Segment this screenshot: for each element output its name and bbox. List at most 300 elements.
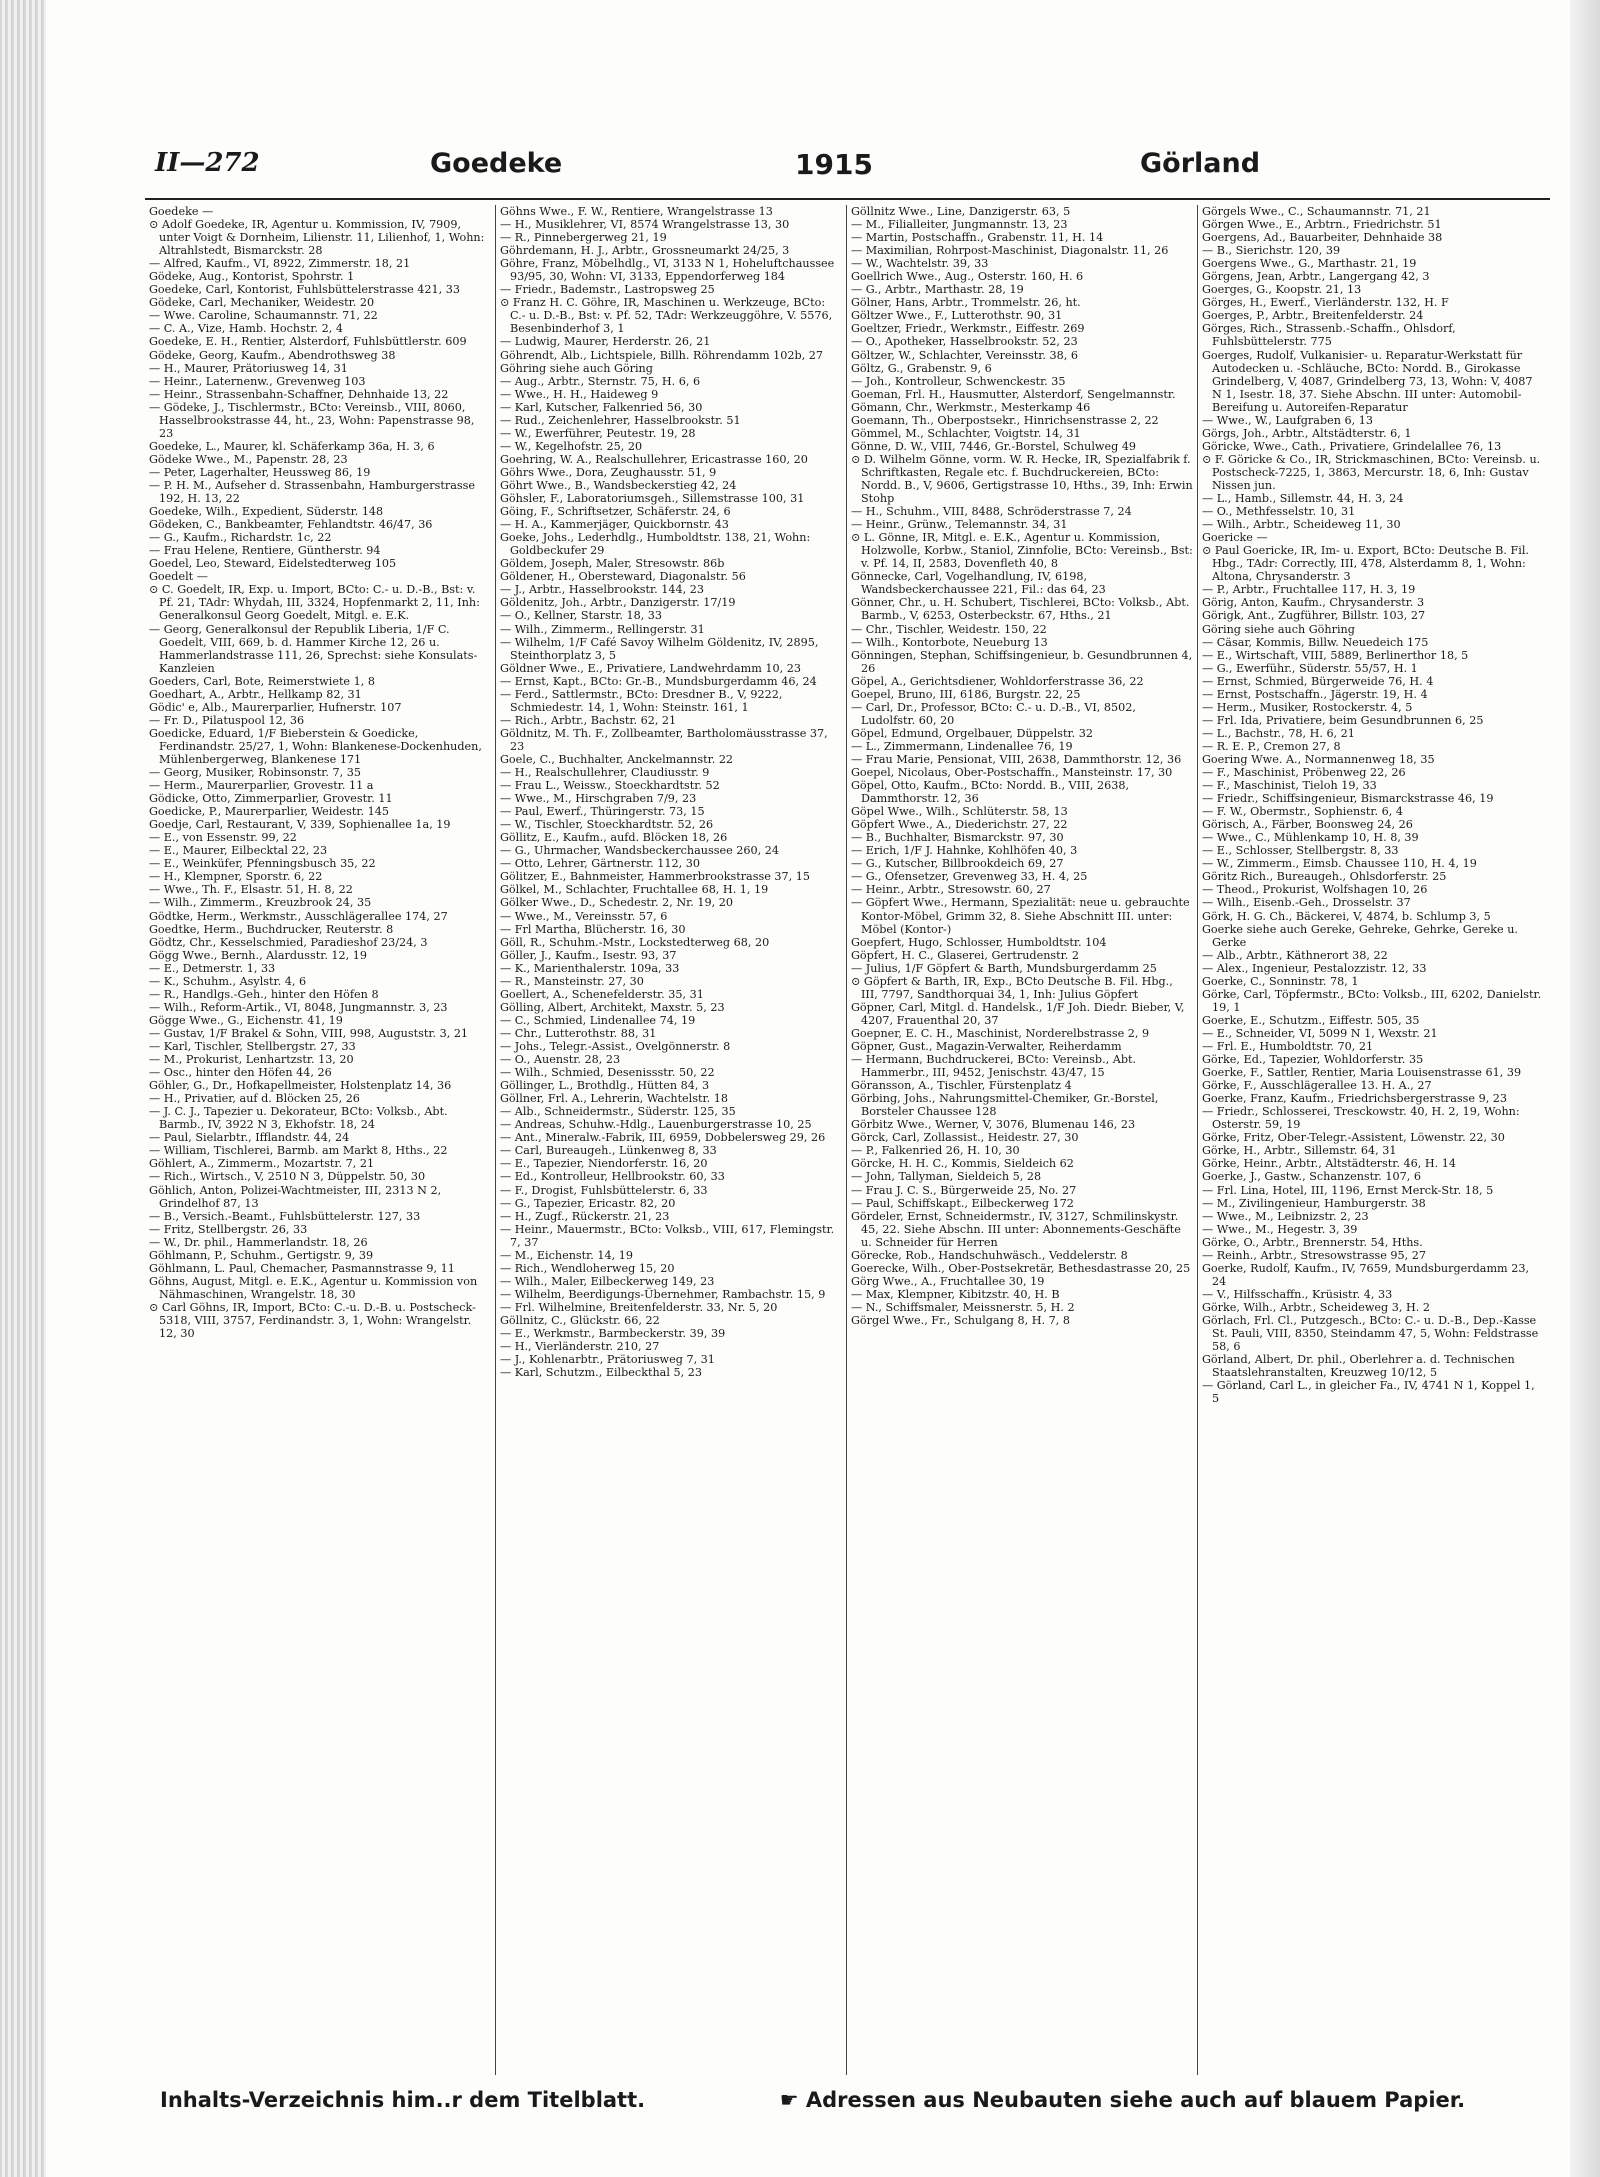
directory-entry: — Cäsar, Kommis, Billw. Neuedeich 175	[1202, 635, 1429, 649]
directory-entry: — Frl Martha, Blücherstr. 16, 30	[500, 922, 686, 936]
directory-entry: Görg Wwe., A., Fruchtallee 30, 19	[851, 1274, 1045, 1288]
directory-entry: — L., Zimmermann, Lindenallee 76, 19	[851, 739, 1073, 753]
directory-entry: — R., Handlgs.-Geh., hinter den Höfen 8	[149, 987, 379, 1001]
directory-entry: Görke, Carl, Töpfermstr., BCto: Volksb., III, 6202, Danielstr. 19, 1	[1202, 987, 1542, 1014]
directory-entry: — Heinr., Mauermstr., BCto: Volksb., VIII, 617, Flemingstr. 7, 37	[500, 1222, 835, 1249]
directory-entry: Göldem, Joseph, Maler, Stresowstr. 86b	[500, 557, 725, 571]
directory-entry: Goergens, Ad., Bauarbeiter, Dehnhaide 38	[1202, 231, 1443, 245]
directory-entry: Göhrdemann, H. J., Arbtr., Grossneumarkt 24/25, 3	[500, 244, 790, 258]
directory-entry: Görisch, A., Färber, Boonsweg 24, 26	[1202, 818, 1413, 832]
directory-entry: — M., Zivilingenieur, Hamburgerstr. 38	[1202, 1196, 1426, 1210]
directory-entry: — Herm., Maurerparlier, Grovestr. 11 a	[149, 779, 374, 793]
directory-entry: — E., Werkmstr., Barmbeckerstr. 39, 39	[500, 1327, 726, 1341]
directory-entry: — Wwe., M., Vereinsstr. 57, 6	[500, 909, 668, 923]
directory-entry: — H., Vierländerstr. 210, 27	[500, 1340, 660, 1354]
directory-entry: — G., Ewerführ., Süderstr. 55/57, H. 1	[1202, 661, 1418, 675]
directory-entry: Gölker Wwe., D., Schedestr. 2, Nr. 19, 20	[500, 896, 733, 910]
directory-entry: Goeders, Carl, Bote, Reimerstwiete 1, 8	[149, 674, 375, 688]
directory-entry: Gögg Wwe., Bernh., Alardusstr. 12, 19	[149, 948, 368, 962]
directory-entry: Goedeke, E. H., Rentier, Alsterdorf, Fuhlsbüttlerstr. 609	[149, 335, 467, 349]
directory-entry: — Wilh., Zimmerm., Rellingerstr. 31	[500, 622, 705, 636]
directory-entry: Göllner, Frl. A., Lehrerin, Wachtelstr. 18	[500, 1092, 728, 1106]
directory-entry: Göring siehe auch Göhring	[1202, 622, 1355, 636]
directory-entry: Görbing, Johs., Nahrungsmittel-Chemiker, Gr.-Borstel, Borsteler Chaussee 128	[851, 1092, 1159, 1119]
directory-entry: — P., Arbtr., Fruchtallee 117, H. 3, 19	[1202, 583, 1416, 597]
directory-entry: — Herm., Musiker, Rostockerstr. 4, 5	[1202, 700, 1413, 714]
directory-entry: Gölner, Hans, Arbtr., Trommelstr. 26, ht.	[851, 296, 1081, 310]
directory-entry: Göpel, A., Gerichtsdiener, Wohldorferstrasse 36, 22	[851, 674, 1144, 688]
directory-entry: — Johs., Telegr.-Assist., Ovelgönnerstr. 8	[500, 1040, 731, 1053]
directory-entry: — Wwe., M., Leibnizstr. 2, 23	[1202, 1209, 1369, 1223]
directory-entry: Görke, Wilh., Arbtr., Scheideweg 3, H. 2	[1202, 1300, 1430, 1314]
directory-entry: Goedicke, Eduard, 1/F Bieberstein & Goedicke, Ferdinandstr. 25/27, 1, Wohn: Blankenese-Dockenhuden, Mühlenbergerweg, Blankenese 171	[149, 726, 482, 766]
directory-entry: ⊙ L. Gönne, IR, Mitgl. e. E.K., Agentur u. Kommission, Holzwolle, Korbw., Staniol, Zinnfolie, BCto: Vereinsb., Bst: v. Pf. 14, II, 2583, Dovenfleth 40, 8	[851, 531, 1193, 571]
header-rule	[145, 198, 1550, 200]
directory-entry: — Wilh., Zimmerm., Kreuzbrook 24, 35	[149, 896, 372, 910]
directory-entry: Göllnitz Wwe., Line, Danzigerstr. 63, 5	[851, 205, 1071, 218]
directory-entry: Goerke, F., Sattler, Rentier, Maria Louisenstrasse 61, 39	[1202, 1066, 1522, 1080]
directory-entry: ⊙ F. Göricke & Co., IR, Strickmaschinen, BCto: Vereinsb. u. Postscheck-7225, 1, 3863, Mercurstr. 18, 6, Inh: Gustav Nissen jun.	[1202, 452, 1541, 492]
directory-entry: — Rich., Wendloherweg 15, 20	[500, 1261, 675, 1275]
directory-entry: Göllnitz, C., Glückstr. 66, 22	[500, 1313, 660, 1327]
directory-entry: Görbitz Wwe., Werner, V, 3076, Blumenau 146, 23	[851, 1118, 1136, 1132]
directory-entry: — Otto, Lehrer, Gärtnerstr. 112, 30	[500, 857, 701, 871]
directory-entry: Goele, C., Buchhalter, Anckelmannstr. 22	[500, 752, 734, 766]
page-footer	[160, 2088, 1560, 2112]
directory-entry: ⊙ Adolf Goedeke, IR, Agentur u. Kommission, IV, 7909, unter Voigt & Dornheim, Lilienstr. 11, Lilienhof, 1, Wohn: Altrahlstedt, Bismarckstr. 28	[149, 218, 485, 258]
directory-entry: Gögge Wwe., G., Eichenstr. 41, 19	[149, 1013, 343, 1027]
directory-entry: Görck, Carl, Zollassist., Heidestr. 27, 30	[851, 1131, 1079, 1145]
directory-entry: — E., Weinküfer, Pfenningsbusch 35, 22	[149, 857, 376, 871]
directory-entry: Gölkel, M., Schlachter, Fruchtallee 68, H. 1, 19	[500, 883, 769, 897]
directory-entry: — J. C. J., Tapezier u. Dekorateur, BCto: Volksb., Abt. Barmb., IV, 3922 N 3, Ekhofstr. 18, 24	[149, 1105, 448, 1132]
directory-entry: Göpfert, H. C., Glaserei, Gertrudenstr. 2	[851, 948, 1079, 962]
directory-entry: — Ernst, Postschaffn., Jägerstr. 19, H. 4	[1202, 687, 1428, 701]
directory-entry: Goehring, W. A., Realschullehrer, Ericastrasse 160, 20	[500, 452, 808, 466]
directory-entry: Göpel, Edmund, Orgelbauer, Düppelstr. 32	[851, 726, 1093, 740]
directory-entry: Göltzer, W., Schlachter, Vereinsstr. 38, 6	[851, 348, 1078, 362]
directory-entry: Goedhart, A., Arbtr., Hellkamp 82, 31	[149, 687, 362, 701]
directory-entry: — F., Maschinist, Pröbenweg 22, 26	[1202, 766, 1406, 780]
directory-entry: Goeke, Johs., Lederhdlg., Humboldtstr. 138, 21, Wohn: Goldbeckufer 29	[500, 531, 811, 558]
directory-entry: Görk, H. G. Ch., Bäckerei, V, 4874, b. Schlump 3, 5	[1202, 909, 1491, 923]
directory-entry: Goerke, E., Schutzm., Eiffestr. 505, 35	[1202, 1013, 1420, 1027]
directory-entry: — H., Musiklehrer, VI, 8574 Wrangelstrasse 13, 30	[500, 218, 790, 232]
directory-entry: — Paul, Schiffskapt., Eilbeckerweg 172	[851, 1196, 1074, 1210]
directory-entry: Görgens, Jean, Arbtr., Langergang 42, 3	[1202, 270, 1430, 284]
directory-entry: — G., Uhrmacher, Wandsbeckerchaussee 260, 24	[500, 844, 779, 858]
directory-entry: Göldnitz, M. Th. F., Zollbeamter, Bartholomäusstrasse 37, 23	[500, 726, 828, 753]
directory-entry: — W., Kegelhofstr. 25, 20	[500, 439, 643, 453]
directory-entry: — Frl. Lina, Hotel, III, 1196, Ernst Merck-Str. 18, 5	[1202, 1183, 1494, 1197]
directory-entry: — H., Realschullehrer, Claudiusstr. 9	[500, 766, 710, 780]
directory-entry: Görke, F., Ausschlägerallee 13. H. A., 27	[1202, 1079, 1432, 1093]
column-2	[496, 205, 847, 2075]
directory-entry: — Ferd., Sattlermstr., BCto: Dresdner B., V, 9222, Schmiedestr. 14, 1, Wohn: Steinstr. 161, 1	[500, 687, 783, 714]
directory-entry: — Frau Marie, Pensionat, VIII, 2638, Dammthorstr. 12, 36	[851, 752, 1182, 766]
directory-entry: — Friedr., Schiffsingenieur, Bismarckstrasse 46, 19	[1202, 792, 1494, 806]
directory-entry: — Frl. Ida, Privatiere, beim Gesundbrunnen 6, 25	[1202, 713, 1484, 727]
book-edge-right	[1570, 0, 1600, 2177]
directory-entry: Görke, Fritz, Ober-Telegr.-Assistent, Löwenstr. 22, 30	[1202, 1131, 1505, 1145]
directory-entry: Gödeke, Carl, Mechaniker, Weidestr. 20	[149, 296, 375, 310]
directory-entry: — H., Zugf., Rückerstr. 21, 23	[500, 1209, 670, 1223]
directory-entry: Gödeken, C., Bankbeamter, Fehlandtstr. 46/47, 36	[149, 518, 433, 532]
page-number: II—272	[155, 148, 260, 178]
directory-entry: — Carl, Bureaugeh., Lünkenweg 8, 33	[500, 1144, 717, 1158]
directory-entry: Göll, R., Schuhm.-Mstr., Lockstedterweg 68, 20	[500, 935, 770, 949]
directory-entry: — Wilh., Eisenb.-Geh., Drosselstr. 37	[1202, 896, 1411, 910]
directory-entry: — M., Filialleiter, Jungmannstr. 13, 23	[851, 218, 1068, 232]
directory-entry: Görgels Wwe., C., Schaumannstr. 71, 21	[1202, 205, 1431, 218]
directory-entry: ⊙ C. Goedelt, IR, Exp. u. Import, BCto: C.- u. D.-B., Bst: v. Pf. 21, TAdr: Whydah, III, 3324, Hopfenmarkt 2, 11, Inh: Generalkonsul Georg Goedelt, Mitgl. e. E.K.	[149, 583, 480, 623]
directory-entry: — Gustav, 1/F Brakel & Sohn, VIII, 998, Auguststr. 3, 21	[149, 1026, 469, 1040]
directory-entry: — Wilh., Maler, Eilbeckerweg 149, 23	[500, 1274, 715, 1288]
directory-entry: — Wwe., C., Mühlenkamp 10, H. 8, 39	[1202, 831, 1419, 845]
directory-entry: Görlach, Frl. Cl., Putzgesch., BCto: C.- u. D.-B., Dep.-Kasse St. Pauli, VIII, 8350, Steindamm 47, 5, Wohn: Feldstrasse 58, 6	[1202, 1313, 1539, 1354]
directory-entry: Göhns Wwe., F. W., Rentiere, Wrangelstrasse 13	[500, 205, 773, 218]
directory-entry: Görke, Heinr., Arbtr., Altstädterstr. 46, H. 14	[1202, 1157, 1456, 1171]
directory-entry: Gödtke, Herm., Werkmstr., Ausschlägerallee 174, 27	[149, 909, 448, 923]
directory-entry: — Wwe., M., Hirschgraben 7/9, 23	[500, 792, 697, 806]
directory-entry: — E., Tapezier, Niendorferstr. 16, 20	[500, 1157, 708, 1171]
directory-entry: — E., Schlosser, Stellbergstr. 8, 33	[1202, 844, 1399, 858]
directory-entry: — Gödeke, J., Tischlermstr., BCto: Vereinsb., VIII, 8060, Hasselbrookstrasse 44, ht., 23, Wohn: Papenstrasse 98, 23	[149, 400, 475, 440]
directory-entry: Goedeke, Wilh., Expedient, Süderstr. 148	[149, 505, 384, 519]
directory-entry: — F. W., Obermstr., Sophienstr. 6, 4	[1202, 805, 1404, 819]
directory-entry: Göhlmann, P., Schuhm., Gertigstr. 9, 39	[149, 1248, 374, 1262]
directory-entry: Goerke siehe auch Gereke, Gehreke, Gehrke, Gereke u. Gerke	[1202, 922, 1518, 949]
directory-entry: — Ernst, Schmied, Bürgerweide 76, H. 4	[1202, 674, 1434, 688]
directory-entry: Görland, Albert, Dr. phil., Oberlehrer a. d. Technischen Staatslehranstalten, Kreuzweg 10/12, 5	[1202, 1353, 1515, 1380]
directory-entry: Görges, H., Ewerf., Vierländerstr. 132, H. F	[1202, 296, 1449, 310]
directory-entry: Goerges, P., Arbtr., Breitenfelderstr. 24	[1202, 309, 1424, 323]
directory-entry: Goericke —	[1202, 531, 1268, 545]
directory-entry: Goepner, E. C. H., Maschinist, Norderelbstrasse 2, 9	[851, 1026, 1150, 1040]
directory-entry: — Rich., Wirtsch., V, 2510 N 3, Düppelstr. 50, 30	[149, 1170, 426, 1184]
directory-entry: Goellert, A., Schenefelderstr. 35, 31	[500, 987, 704, 1001]
directory-entry: Göhlert, A., Zimmerm., Mozartstr. 7, 21	[149, 1157, 375, 1171]
directory-entry: Gödeke Wwe., M., Papenstr. 28, 23	[149, 452, 348, 466]
directory-entry: — B., Sierichstr. 120, 39	[1202, 244, 1341, 258]
directory-entry: — O., Auenstr. 28, 23	[500, 1053, 621, 1067]
directory-entry: — Ernst, Kapt., BCto: Gr.-B., Mundsburgerdamm 46, 24	[500, 674, 817, 688]
directory-entry: Gölling, Albert, Architekt, Maxstr. 5, 23	[500, 1000, 725, 1014]
directory-entry: Görcke, H. H. C., Kommis, Sieldeich 62	[851, 1157, 1074, 1171]
column-4	[1198, 205, 1549, 2075]
directory-entry: — B., Versich.-Beamt., Fuhlsbüttelerstr. 127, 33	[149, 1209, 421, 1223]
directory-entry: — Ed., Kontrolleur, Hellbrookstr. 60, 33	[500, 1170, 725, 1184]
directory-entry: Goerecke, Wilh., Ober-Postsekretär, Bethesdastrasse 20, 25	[851, 1261, 1191, 1275]
directory-entry: — Friedr., Bademstr., Lastropsweg 25	[500, 283, 715, 297]
directory-entry: — Carl, Dr., Professor, BCto: C.- u. D.-B., VI, 8502, Ludolfstr. 60, 20	[851, 700, 1136, 727]
directory-entry: Göhring siehe auch Göring	[500, 361, 653, 375]
directory-entry: — J., Kohlenarbtr., Prätoriusweg 7, 31	[500, 1353, 715, 1367]
directory-entry: — Alex., Ingenieur, Pestalozzistr. 12, 33	[1202, 961, 1427, 975]
directory-entry: — Wwe., W., Laufgraben 6, 13	[1202, 413, 1373, 427]
directory-entry: Goeman, Frl. H., Hausmutter, Alsterdorf, Sengelmannstr.	[851, 387, 1176, 401]
directory-entry: — Andreas, Schuhw.-Hdlg., Lauenburgerstrasse 10, 25	[500, 1118, 812, 1132]
directory-entry: — Wilh., Reform-Artik., VI, 8048, Jungmannstr. 3, 23	[149, 1000, 448, 1014]
header-year: 1915	[795, 148, 873, 181]
directory-entry: Göller, J., Kaufm., Isestr. 93, 37	[500, 948, 677, 962]
directory-entry: — Wilh., Kontorbote, Neueburg 13	[851, 635, 1048, 649]
directory-entry: — Osc., hinter den Höfen 44, 26	[149, 1066, 332, 1080]
footer-left-note: Inhalts-Verzeichnis him..r dem Titelblatt.	[160, 2088, 646, 2112]
directory-entry: — R., Pinnebergerweg 21, 19	[500, 231, 667, 245]
directory-entry: Goering Wwe. A., Normannenweg 18, 35	[1202, 752, 1435, 766]
directory-page	[140, 60, 1555, 2110]
directory-entry: — Martin, Postschaffn., Grabenstr. 11, H. 14	[851, 231, 1104, 245]
directory-entry: — Heinr., Arbtr., Stresowstr. 60, 27	[851, 883, 1051, 897]
directory-entry: — Alb., Arbtr., Käthnerort 38, 22	[1202, 948, 1388, 962]
directory-entry: Görgen Wwe., E., Arbtrn., Friedrichstr. 51	[1202, 218, 1442, 232]
directory-entry: — Erich, 1/F J. Hahnke, Kohlhöfen 40, 3	[851, 844, 1078, 858]
directory-entry: — H. A., Kammerjäger, Quickbornstr. 43	[500, 518, 729, 532]
directory-entry: — W., Wachtelstr. 39, 33	[851, 257, 989, 271]
directory-entry: Goerges, Rudolf, Vulkanisier- u. Reparatur-Werkstatt für Autodecken u. -Schläuche, BCto: Nordd. B., Girokasse Grindelberg, V, 4087, Grindelberg 73, 13, Wohn: V, 4087 N 1, Isestr. 18, 37. Siehe Abschn. III unter: Automobil-Bereifung u. Autoreifen-Reparatur	[1202, 348, 1533, 414]
directory-entry: — Heinr., Grünw., Telemannstr. 34, 31	[851, 518, 1068, 532]
directory-entry: — Wwe., M., Hegestr. 3, 39	[1202, 1222, 1358, 1236]
directory-entry: ⊙ Franz H. C. Göhre, IR, Maschinen u. Werkzeuge, BCto: C.- u. D.-B., Bst: v. Pf. 52, TAdr: Werkzeuggöhre, V. 5576, Besenbinderhof 3, 1	[500, 296, 833, 336]
directory-entry: Göhre, Franz, Möbelhdlg., VI, 3133 N 1, Hoheluftchaussee 93/95, 30, Wohn: VI, 3133, Eppendorferweg 184	[500, 257, 835, 284]
directory-entry: Gömmel, M., Schlachter, Voigtstr. 14, 31	[851, 426, 1081, 440]
directory-entry: — G., Arbtr., Marthastr. 28, 19	[851, 283, 1024, 297]
directory-entry: — Wwe. Caroline, Schaumannstr. 71, 22	[149, 309, 378, 323]
directory-entry: Göransson, A., Tischler, Fürstenplatz 4	[851, 1079, 1072, 1093]
directory-entry: Gödeke, Aug., Kontorist, Spohrstr. 1	[149, 270, 355, 284]
directory-entry: — Max, Klempner, Kibitzstr. 40, H. B	[851, 1287, 1060, 1301]
directory-entry: Göpfert Wwe., A., Diederichstr. 27, 22	[851, 818, 1068, 832]
directory-entry: Goedel, Leo, Steward, Eidelstedterweg 105	[149, 557, 397, 571]
directory-entry: — Reinh., Arbtr., Stresowstrasse 95, 27	[1202, 1248, 1426, 1262]
directory-entry: Goellrich Wwe., Aug., Osterstr. 160, H. 6	[851, 270, 1084, 284]
directory-entry: Göpner, Gust., Magazin-Verwalter, Reiherdamm	[851, 1040, 1122, 1053]
directory-entry: — Göpfert Wwe., Hermann, Spezialität: neue u. gebrauchte Kontor-Möbel, Grimm 32, 8. Siehe Abschnitt III. unter: Möbel (Kontor-)	[851, 896, 1190, 936]
directory-entry: Goepel, Bruno, III, 6186, Burgstr. 22, 25	[851, 687, 1081, 701]
directory-entry: — John, Tallyman, Sieldeich 5, 28	[851, 1170, 1042, 1184]
directory-entry: — L., Bachstr., 78, H. 6, 21	[1202, 726, 1355, 740]
directory-entry: Göhlmann, L. Paul, Chemacher, Pasmannstrasse 9, 11	[149, 1261, 455, 1275]
directory-entry: Göpel Wwe., Wilh., Schlüterstr. 58, 13	[851, 805, 1068, 819]
directory-entry: Gödic' e, Alb., Maurerparlier, Hufnerstr. 107	[149, 700, 402, 714]
directory-entry: — B., Buchhalter, Bismarckstr. 97, 30	[851, 831, 1064, 845]
directory-entry: Göhler, G., Dr., Hofkapellmeister, Holstenplatz 14, 36	[149, 1079, 452, 1093]
directory-entry: — Julius, 1/F Göpfert & Barth, Mundsburgerdamm 25	[851, 961, 1157, 975]
directory-entry: Gödeke, Georg, Kaufm., Abendrothsweg 38	[149, 348, 396, 362]
directory-entry: — E., von Essenstr. 99, 22	[149, 831, 297, 845]
directory-entry: — Heinr., Laternenw., Grevenweg 103	[149, 374, 366, 388]
directory-entry: Göricke, Wwe., Cath., Privatiere, Grindelallee 76, 13	[1202, 439, 1502, 453]
directory-entry: — K., Marienthalerstr. 109a, 33	[500, 961, 680, 975]
directory-entry: — Karl, Kutscher, Falkenried 56, 30	[500, 400, 703, 414]
directory-entry: Göltz, G., Grabenstr. 9, 6	[851, 361, 992, 375]
directory-entry: Goedeke, Carl, Kontorist, Fuhlsbüttelerstrasse 421, 33	[149, 283, 460, 297]
directory-entry: — Chr., Tischler, Weidestr. 150, 22	[851, 622, 1047, 636]
directory-entry: — Peter, Lagerhalter, Heussweg 86, 19	[149, 465, 371, 479]
directory-entry: — Frau J. C. S., Bürgerweide 25, No. 27	[851, 1183, 1077, 1197]
directory-entry: Goerke, C., Sonninstr. 78, 1	[1202, 974, 1359, 988]
hand-pointer-icon: ☛	[779, 2088, 799, 2112]
directory-entry: Goergens Wwe., G., Marthastr. 21, 19	[1202, 257, 1417, 271]
directory-entry: — P., Falkenried 26, H. 10, 30	[851, 1144, 1020, 1158]
directory-entry: — Frl. Wilhelmine, Breitenfelderstr. 33, Nr. 5, 20	[500, 1300, 778, 1314]
directory-entry: Göhrs Wwe., Dora, Zeughausstr. 51, 9	[500, 465, 717, 479]
directory-entry: Gördeler, Ernst, Schneidermstr., IV, 3127, Schmilinskystr. 45, 22. Siehe Abschn. III unter: Abonnements-Geschäfte u. Schneider für Herren	[851, 1209, 1181, 1249]
directory-entry: Goedje, Carl, Restaurant, V, 339, Sophienallee 1a, 19	[149, 818, 451, 832]
directory-entry: — Rich., Arbtr., Bachstr. 62, 21	[500, 713, 677, 727]
directory-entry: Goemann, Th., Oberpostsekr., Hinrichsenstrasse 2, 22	[851, 413, 1159, 427]
directory-entry: — G., Kutscher, Billbrookdeich 69, 27	[851, 857, 1064, 871]
directory-entry: Gönningen, Stephan, Schiffsingenieur, b. Gesundbrunnen 4, 26	[851, 648, 1193, 675]
directory-entry: — N., Schiffsmaler, Meissnerstr. 5, H. 2	[851, 1300, 1075, 1314]
directory-entry: Gönne, D. W., VIII, 7446, Gr.-Borstel, Schulweg 49	[851, 439, 1137, 453]
directory-entry: — M., Prokurist, Lenhartzstr. 13, 20	[149, 1053, 354, 1067]
directory-entry: — H., Klempner, Sporstr. 6, 22	[149, 870, 323, 884]
directory-entry: — Frl. E., Humboldtstr. 70, 21	[1202, 1040, 1374, 1053]
directory-entry: Goepel, Nicolaus, Ober-Postschaffn., Mansteinstr. 17, 30	[851, 766, 1173, 780]
directory-entry: Gönnecke, Carl, Vogelhandlung, IV, 6198, Wandsbeckerchaussee 221, Fil.: das 64, 23	[851, 570, 1106, 597]
directory-entry: — Fritz, Stellbergstr. 26, 33	[149, 1222, 308, 1236]
directory-entry: Goerke, Rudolf, Kaufm., IV, 7659, Mundsburgerdamm 23, 24	[1202, 1261, 1530, 1288]
directory-entry: — Maximilian, Rohrpost-Maschinist, Diagonalstr. 11, 26	[851, 244, 1169, 258]
directory-entry: — William, Tischlerei, Barmb. am Markt 8, Hths., 22	[149, 1144, 448, 1158]
directory-entry: Görig, Anton, Kaufm., Chrysanderstr. 3	[1202, 596, 1425, 610]
directory-entry: — Georg, Generalkonsul der Republik Liberia, 1/F C. Goedelt, VIII, 669, b. d. Hammer Kirche 12, 26 u. Hammerlandstrasse 111, 26, Sprechst: siehe Konsulats-Kanzleien	[149, 622, 478, 675]
directory-entry: — Theod., Prokurist, Wolfshagen 10, 26	[1202, 883, 1428, 897]
directory-entry: Goedeke, L., Maurer, kl. Schäferkamp 36a, H. 3, 6	[149, 439, 435, 453]
directory-entry: — Hermann, Buchdruckerei, BCto: Vereinsb., Abt. Hammerbr., III, 9452, Jenischstr. 43/47, 15	[851, 1053, 1137, 1080]
directory-entry: ⊙ D. Wilhelm Gönne, vorm. W. R. Hecke, IR, Spezialfabrik f. Schriftkasten, Regale etc. f. Buchdruckereien, BCto: Nordd. B., V, 9606, Gertigstrasse 10, Hths., 39, Inh: Erwin Stohp	[851, 452, 1193, 506]
directory-entry: Goerke, Franz, Kaufm., Friedrichsbergerstrasse 9, 23	[1202, 1092, 1508, 1106]
directory-entry: — Görland, Carl L., in gleicher Fa., IV, 4741 N 1, Koppel 1, 5	[1202, 1379, 1535, 1406]
directory-entry: Goepfert, Hugo, Schlosser, Humboldtstr. 104	[851, 935, 1107, 949]
directory-entry: — H., Schuhm., VIII, 8488, Schröderstrasse 7, 24	[851, 505, 1132, 519]
directory-entry: — P. H. M., Aufseher d. Strassenbahn, Hamburgerstrasse 192, H. 13, 22	[149, 478, 475, 506]
directory-entry: — K., Schuhm., Asylstr. 4, 6	[149, 974, 307, 988]
directory-entry: — Paul, Ewerf., Thüringerstr. 73, 15	[500, 805, 705, 819]
book-edge-left	[0, 0, 46, 2177]
directory-entry: — Alfred, Kaufm., VI, 8922, Zimmerstr. 18, 21	[149, 257, 411, 271]
directory-entry: Göhrendt, Alb., Lichtspiele, Billh. Röhrendamm 102b, 27	[500, 348, 823, 362]
directory-entry: Göpel, Otto, Kaufm., BCto: Nordd. B., VIII, 2638, Dammthorstr. 12, 36	[851, 779, 1130, 806]
directory-entry: — C. A., Vize, Hamb. Hochstr. 2, 4	[149, 322, 343, 336]
directory-entry: — O., Kellner, Starstr. 18, 33	[500, 609, 663, 623]
directory-entry: — Karl, Schutzm., Eilbeckthal 5, 23	[500, 1366, 702, 1380]
directory-entry: Goedtke, Herm., Buchdrucker, Reuterstr. 8	[149, 922, 394, 936]
directory-entry: — R., Mansteinstr. 27, 30	[500, 974, 644, 988]
directory-entry: Gömann, Chr., Werkmstr., Mesterkamp 46	[851, 400, 1091, 414]
directory-entry: — Joh., Kontrolleur, Schwenckestr. 35	[851, 374, 1066, 388]
directory-entry: Göhlich, Anton, Polizei-Wachtmeister, III, 2313 N 2, Grindelhof 87, 13	[149, 1183, 442, 1210]
directory-entry: — Georg, Musiker, Robinsonstr. 7, 35	[149, 766, 361, 780]
directory-entry: Göllinger, L., Brothdlg., Hütten 84, 3	[500, 1079, 710, 1093]
directory-entry: — F., Drogist, Fuhlsbüttelerstr. 6, 33	[500, 1183, 708, 1197]
column-1	[145, 205, 496, 2075]
directory-entry: Görigk, Ant., Zugführer, Billstr. 103, 27	[1202, 609, 1426, 623]
directory-entry: Goedelt —	[149, 570, 208, 584]
directory-entry: — M., Eichenstr. 14, 19	[500, 1248, 633, 1262]
directory-entry: — Frau Helene, Rentiere, Güntherstr. 94	[149, 544, 381, 558]
column-3	[847, 205, 1198, 2075]
directory-entry: — Heinr., Strassenbahn-Schaffner, Dehnhaide 13, 22	[149, 387, 449, 401]
directory-entry: — Wilhelm, Beerdigungs-Übernehmer, Rambachstr. 15, 9	[500, 1287, 826, 1301]
directory-entry: Göhrt Wwe., B., Wandsbeckerstieg 42, 24	[500, 478, 737, 492]
directory-entry: — L., Hamb., Sillemstr. 44, H. 3, 24	[1202, 492, 1404, 506]
directory-entry: ⊙ Paul Goericke, IR, Im- u. Export, BCto: Deutsche B. Fil. Hbg., TAdr: Correctly, III, 478, Alsterdamm 8, 1, Wohn: Altona, Chrysanderstr. 3	[1202, 544, 1529, 584]
directory-entry: — Friedr., Schlosserei, Tresckowstr. 40, H. 2, 19, Wohn: Osterstr. 59, 19	[1202, 1105, 1520, 1132]
directory-entry: — Rud., Zeichenlehrer, Hasselbrookstr. 51	[500, 413, 741, 427]
directory-entry: Gönner, Chr., u. H. Schubert, Tischlerei, BCto: Volksb., Abt. Barmb., V, 6253, Osterbeckstr. 67, Hths., 21	[851, 596, 1190, 623]
directory-entry: Görges, Rich., Strassenb.-Schaffn., Ohlsdorf, Fuhlsbüttelerstr. 775	[1202, 322, 1456, 349]
directory-entry: Göltzer Wwe., F., Lutterothstr. 90, 31	[851, 309, 1063, 323]
directory-entry: ⊙ Carl Göhns, IR, Import, BCto: C.-u. D.-B. u. Postscheck-5318, VIII, 3757, Ferdinandstr. 3, 1, Wohn: Wrangelstr. 12, 30	[149, 1300, 476, 1341]
directory-entry: Görecke, Rob., Handschuhwäsch., Veddelerstr. 8	[851, 1248, 1128, 1262]
directory-entry: Görgs, Joh., Arbtr., Altstädterstr. 6, 1	[1202, 426, 1412, 440]
directory-entry: Göldener, H., Obersteward, Diagonalstr. 56	[500, 570, 746, 584]
directory-entry: — F., Maschinist, Tieloh 19, 33	[1202, 779, 1377, 793]
directory-entry: — V., Hilfsschaffn., Krüsistr. 4, 33	[1202, 1287, 1393, 1301]
directory-entry: — Ant., Mineralw.-Fabrik, III, 6959, Dobbelersweg 29, 26	[500, 1131, 826, 1145]
directory-entry: — Wilh., Arbtr., Scheideweg 11, 30	[1202, 518, 1401, 532]
directory-entry: Göpner, Carl, Mitgl. d. Handelsk., 1/F Joh. Diedr. Bieber, V, 4207, Frauenthal 20, 37	[851, 1000, 1185, 1027]
directory-entry: — Chr., Lutterothstr. 88, 31	[500, 1026, 657, 1040]
directory-entry: — O., Methfesselstr. 10, 31	[1202, 505, 1356, 519]
directory-entry: ⊙ Göpfert & Barth, IR, Exp., BCto Deutsche B. Fil. Hbg., III, 7797, Sandthorquai 34, 1, Inh: Julius Göpfert	[851, 974, 1173, 1001]
directory-entry: — G., Kaufm., Richardstr. 1c, 22	[149, 531, 332, 545]
directory-entry: Görke, Ed., Tapezier, Wohldorferstr. 35	[1202, 1053, 1424, 1067]
directory-entry: — Paul, Sielarbtr., Ifflandstr. 44, 24	[149, 1131, 350, 1145]
directory-entry: Göhsler, F., Laboratoriumsgeh., Sillemstrasse 100, 31	[500, 492, 805, 506]
directory-entry: Görke, H., Arbtr., Sillemstr. 64, 31	[1202, 1144, 1397, 1158]
directory-entry: — Ludwig, Maurer, Herderstr. 26, 21	[500, 335, 711, 349]
directory-entry: — Karl, Tischler, Stellbergstr. 27, 33	[149, 1040, 356, 1053]
directory-entry: — W., Tischler, Stoeckhardtstr. 52, 26	[500, 818, 714, 832]
directory-entry: Gölitzer, E., Bahnmeister, Hammerbrookstrasse 37, 15	[500, 870, 810, 884]
directory-entry: — E., Wirtschaft, VIII, 5889, Berlinerthor 18, 5	[1202, 648, 1469, 662]
directory-entry: — C., Schmied, Lindenallee 74, 19	[500, 1013, 696, 1027]
header-first-entry: Goedeke	[430, 148, 563, 179]
directory-entry: — W., Zimmerm., Eimsb. Chaussee 110, H. 4, 19	[1202, 857, 1477, 871]
directory-entry: Göing, F., Schriftsetzer, Schäferstr. 24, 6	[500, 505, 731, 519]
directory-entry: Göritz Rich., Bureaugeh., Ohlsdorferstr. 25	[1202, 870, 1447, 884]
directory-entry: Goeltzer, Friedr., Werkmstr., Eiffestr. 269	[851, 322, 1085, 336]
directory-entry: — Fr. D., Pilatuspool 12, 36	[149, 713, 305, 727]
directory-entry: Göllitz, E., Kaufm., aufd. Blöcken 18, 26	[500, 831, 728, 845]
directory-entry: — O., Apotheker, Hasselbrookstr. 52, 23	[851, 335, 1078, 349]
directory-entry: Gödicke, Otto, Zimmerparlier, Grovestr. 11	[149, 792, 393, 806]
directory-entry: — H., Privatier, auf d. Blöcken 25, 26	[149, 1092, 360, 1106]
header-last-entry: Görland	[1140, 148, 1261, 179]
directory-entry: Göldenitz, Joh., Arbtr., Danzigerstr. 17/19	[500, 596, 736, 610]
directory-entry: Göldner Wwe., E., Privatiere, Landwehrdamm 10, 23	[500, 661, 801, 675]
directory-entry: Goedeke —	[149, 205, 214, 218]
directory-entry: — Wwe., Th. F., Elsastr. 51, H. 8, 22	[149, 883, 353, 897]
directory-entry: — E., Schneider, VI, 5099 N 1, Wexstr. 21	[1202, 1026, 1438, 1040]
directory-columns	[145, 205, 1550, 2075]
directory-entry: Goerke, J., Gastw., Schanzenstr. 107, 6	[1202, 1170, 1421, 1184]
directory-entry: — R. E. P., Cremon 27, 8	[1202, 739, 1341, 753]
directory-entry: — W., Dr. phil., Hammerlandstr. 18, 26	[149, 1235, 368, 1249]
directory-entry: — W., Ewerführer, Peutestr. 19, 28	[500, 426, 696, 440]
page-header	[140, 148, 1555, 188]
directory-entry: — Wilhelm, 1/F Café Savoy Wilhelm Göldenitz, IV, 2895, Steinthorplatz 3, 5	[500, 635, 819, 662]
directory-entry: — J., Arbtr., Hasselbrookstr. 144, 23	[500, 583, 704, 597]
directory-entry: Gödtz, Chr., Kesselschmied, Paradieshof 23/24, 3	[149, 935, 428, 949]
directory-entry: — H., Maurer, Prätoriusweg 14, 31	[149, 361, 348, 375]
directory-entry: Görgel Wwe., Fr., Schulgang 8, H. 7, 8	[851, 1313, 1070, 1327]
directory-entry: — Wilh., Schmied, Desenissstr. 50, 22	[500, 1066, 715, 1080]
